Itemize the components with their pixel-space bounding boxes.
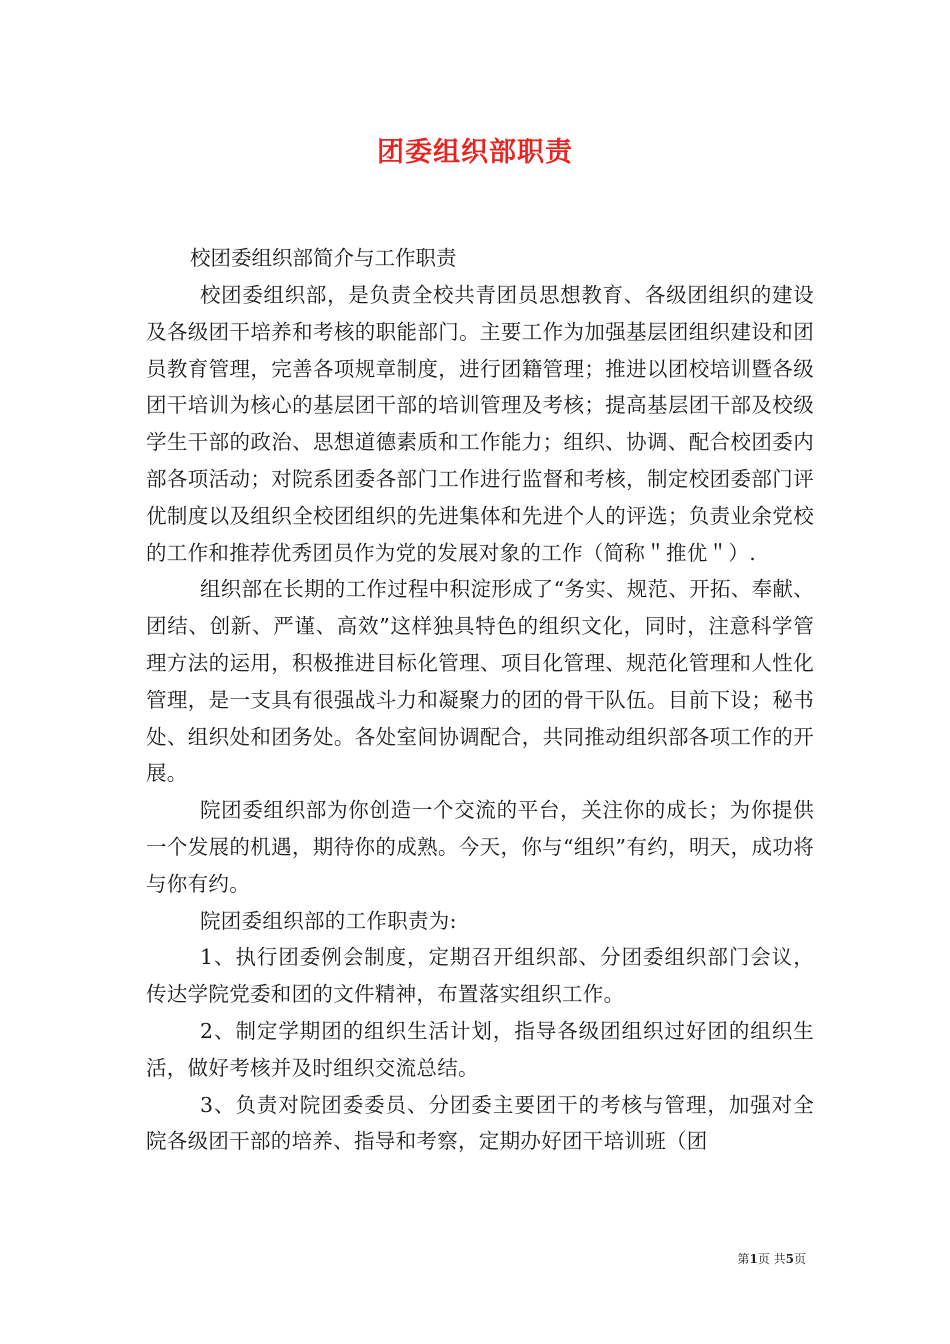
footer-suffix: 页 — [793, 1252, 806, 1266]
footer-middle: 页 共 — [757, 1252, 786, 1266]
footer-prefix: 第 — [737, 1252, 750, 1266]
paragraph-duties-heading: 院团委组织部的工作职责为: — [200, 908, 457, 933]
paragraph-duty-2: 2、制定学期团的组织生活计划，指导各级团组织过好团的组织生活，做好考核并及时组织交流总结。 — [146, 1018, 814, 1080]
page-footer — [737, 1250, 806, 1267]
paragraph-duty-3: 3、负责对院团委委员、分团委主要团干的考核与管理，加强对全院各级团干部的培养、指导和考察，定期办好团干培训班（团 — [146, 1092, 814, 1154]
document-body — [146, 240, 814, 1160]
paragraph-duty-1: 1、执行团委例会制度，定期召开组织部、分团委组织部门会议，传达学院党委和团的文件精神，布置落实组织工作。 — [146, 945, 814, 1007]
document-title: 团委组织部职责 — [377, 137, 573, 168]
footer-total-pages: 5 — [785, 1252, 794, 1266]
paragraph-culture: 组织部在长期的工作过程中积淀形成了“务实、规范、开拓、奉献、团结、创新、严谨、高效”这样独具特色的组织文化，同时，注意科学管理方法的运用，积极推进目标化管理、项目化管理、规范化管理和人性化管理，是一支具有很强战斗力和凝聚力的团的骨干队伍。目前下设；秘书处、组织处和团务处。各处室间协调配合，共同推动组织部各项工作的开展。 — [146, 577, 814, 786]
paragraph-intro: 校团委组织部，是负责全校共青团员思想教育、各级团组织的建设及各级团干培养和考核的职能部门。主要工作为加强基层团组织建设和团员教育管理，完善各项规章制度，进行团籍管理；推进以团校培训暨各级团干培训为核心的基层团干部的培训管理及考核；提高基层团干部及校级学生干部的政治、思想道德素质和工作能力；组织、协调、配合校团委内部各项活动；对院系团委各部门工作进行监督和考核，制定校团委部门评优制度以及组织全校团组织的先进集体和先进个人的评选；负责业余党校的工作和推荐优秀团员作为党的发展对象的工作（简称＂推优＂）. — [146, 283, 814, 565]
paragraph-platform: 院团委组织部为你创造一个交流的平台，关注你的成长；为你提供一个发展的机遇，期待你的成熟。今天，你与“组织”有约，明天，成功将与你有约。 — [146, 798, 814, 896]
document-subtitle: 校团委组织部简介与工作职责 — [190, 246, 457, 270]
footer-page-number: 1 — [749, 1252, 758, 1266]
